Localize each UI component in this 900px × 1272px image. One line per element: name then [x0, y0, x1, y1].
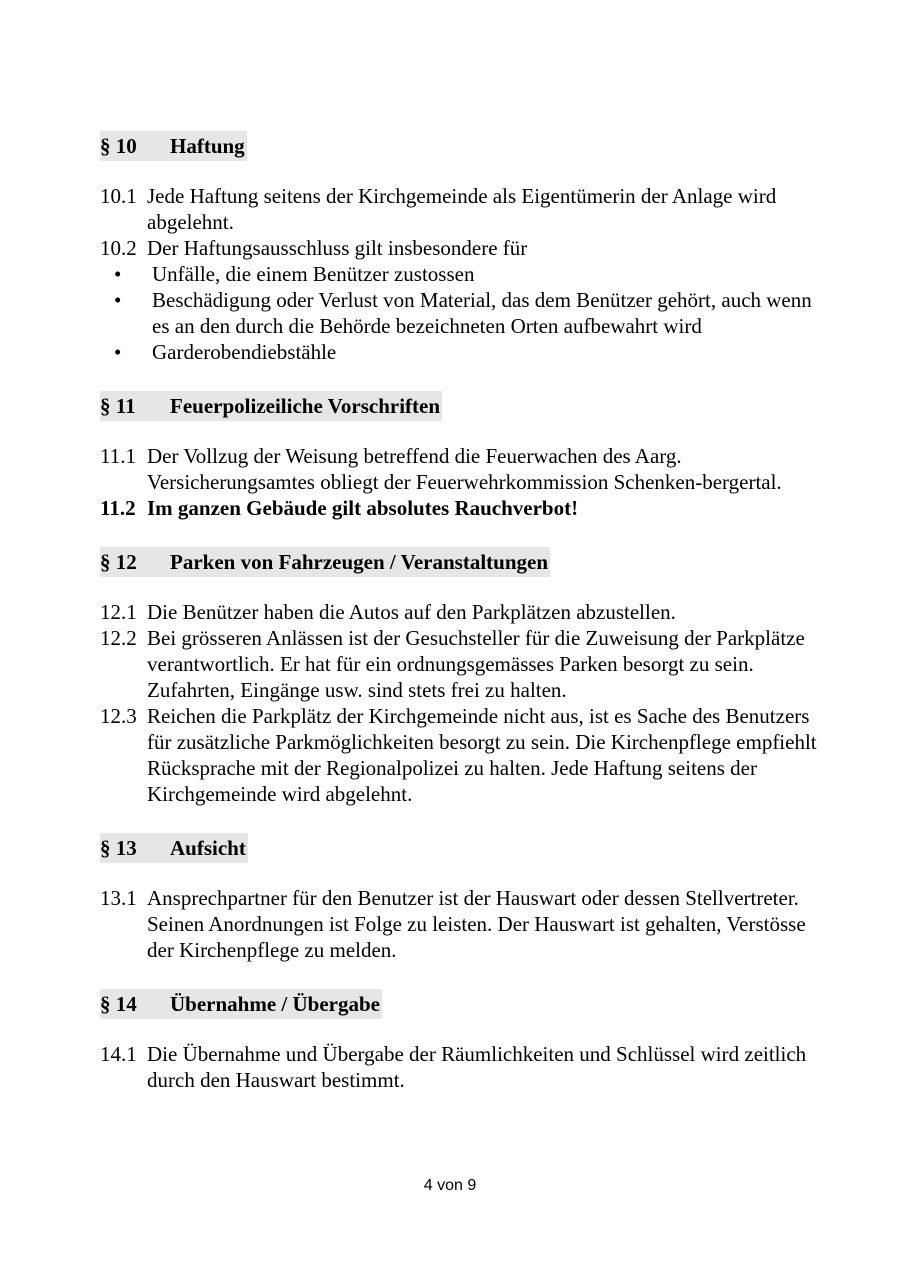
- clause-13-1: [100, 885, 820, 963]
- section-heading: [100, 391, 442, 421]
- bullet-text: Garderobendiebstähle: [152, 340, 337, 364]
- clause-text: Reichen die Parkplätz der Kirchgemeinde nicht aus, ist es Sache des Benutzers für zusätzliche Parkmöglichkeiten besorgt zu sein. Die Kirchenpflege empfiehlt Rücksprache mit der Regionalpolizei zu halten. Jede Haftung seitens der Kirchgemeinde wird abgelehnt.: [147, 704, 817, 806]
- clause-number: 12.1: [100, 600, 137, 624]
- section-12: [100, 547, 820, 807]
- clause-text: Ansprechpartner für den Benutzer ist der Hauswart oder dessen Stellvertreter. Seinen Anordnungen ist Folge zu leisten. Der Hauswart ist gehalten, Verstösse der Kirchenpflege zu melden.: [147, 886, 806, 962]
- section-title: Feuerpolizeiliche Vorschriften: [170, 394, 441, 418]
- section-title: Aufsicht: [170, 836, 246, 860]
- section-number: § 13: [100, 836, 137, 860]
- section-number: § 12: [100, 550, 137, 574]
- bullet-text: Unfälle, die einem Benützer zustossen: [152, 262, 475, 286]
- bullet-icon: •: [114, 262, 122, 286]
- clause-number: 13.1: [100, 886, 137, 910]
- section-body: [100, 443, 820, 521]
- section-title: Parken von Fahrzeugen / Veranstaltungen: [170, 550, 549, 574]
- section-heading: [100, 989, 382, 1019]
- section-number: § 10: [100, 134, 137, 158]
- clause-text: Die Übernahme und Übergabe der Räumlichkeiten und Schlüssel wird zeitlich durch den Hauswart bestimmt.: [147, 1042, 807, 1092]
- page-number: 4 von 9: [423, 1177, 477, 1194]
- section-heading: [100, 131, 247, 161]
- clause-number: 10.1: [100, 184, 137, 208]
- bullet-icon: •: [114, 288, 122, 312]
- section-heading: [100, 547, 550, 577]
- clause-number: 11.1: [100, 444, 136, 468]
- clause-11-2: [100, 495, 820, 521]
- clause-text: Der Vollzug der Weisung betreffend die Feuerwachen des Aarg. Versicherungsamtes obliegt der Feuerwehrkommission Schenken-bergertal.: [147, 444, 782, 494]
- clause-10-2: [100, 235, 820, 261]
- section-body: [100, 1041, 820, 1093]
- document-page: [100, 131, 820, 1093]
- section-number: § 14: [100, 992, 137, 1016]
- clause-11-1: [100, 443, 820, 495]
- bullet-item: [100, 339, 820, 365]
- section-10: [100, 131, 820, 365]
- clause-text: Bei grösseren Anlässen ist der Gesuchsteller für die Zuweisung der Parkplätze verantwortlich. Er hat für ein ordnungsgemässes Parken besorgt zu sein. Zufahrten, Eingänge usw. sind stets frei zu halten.: [147, 626, 805, 702]
- clause-12-2: [100, 625, 820, 703]
- clause-text: Jede Haftung seitens der Kirchgemeinde als Eigentümerin der Anlage wird abgelehnt.: [147, 184, 777, 234]
- section-title: Übernahme / Übergabe: [170, 992, 380, 1016]
- section-heading: [100, 833, 248, 863]
- clause-12-1: [100, 599, 820, 625]
- clause-12-3: [100, 703, 820, 807]
- bullet-icon: •: [114, 340, 122, 364]
- clause-text: Die Benützer haben die Autos auf den Parkplätzen abzustellen.: [147, 600, 676, 624]
- clause-14-1: [100, 1041, 820, 1093]
- section-body: [100, 885, 820, 963]
- clause-number: 14.1: [100, 1042, 137, 1066]
- section-14: [100, 989, 820, 1093]
- section-title: Haftung: [170, 134, 245, 158]
- section-body: [100, 183, 820, 365]
- clause-number: 10.2: [100, 236, 137, 260]
- clause-text: Im ganzen Gebäude gilt absolutes Rauchverbot!: [147, 496, 579, 520]
- section-13: [100, 833, 820, 963]
- bullet-item: [100, 287, 820, 339]
- bullet-text: Beschädigung oder Verlust von Material, das dem Benützer gehört, auch wenn es an den durch die Behörde bezeichneten Orten aufbewahrt wird: [152, 288, 812, 338]
- clause-number: 12.2: [100, 626, 137, 650]
- clause-number: 11.2: [100, 496, 136, 520]
- bullet-list: [100, 261, 820, 365]
- section-11: [100, 391, 820, 521]
- section-body: [100, 599, 820, 807]
- bullet-item: [100, 261, 820, 287]
- clause-10-1: [100, 183, 820, 235]
- clause-text: Der Haftungsausschluss gilt insbesondere für: [147, 236, 528, 260]
- clause-number: 12.3: [100, 704, 137, 728]
- section-number: § 11: [100, 394, 136, 418]
